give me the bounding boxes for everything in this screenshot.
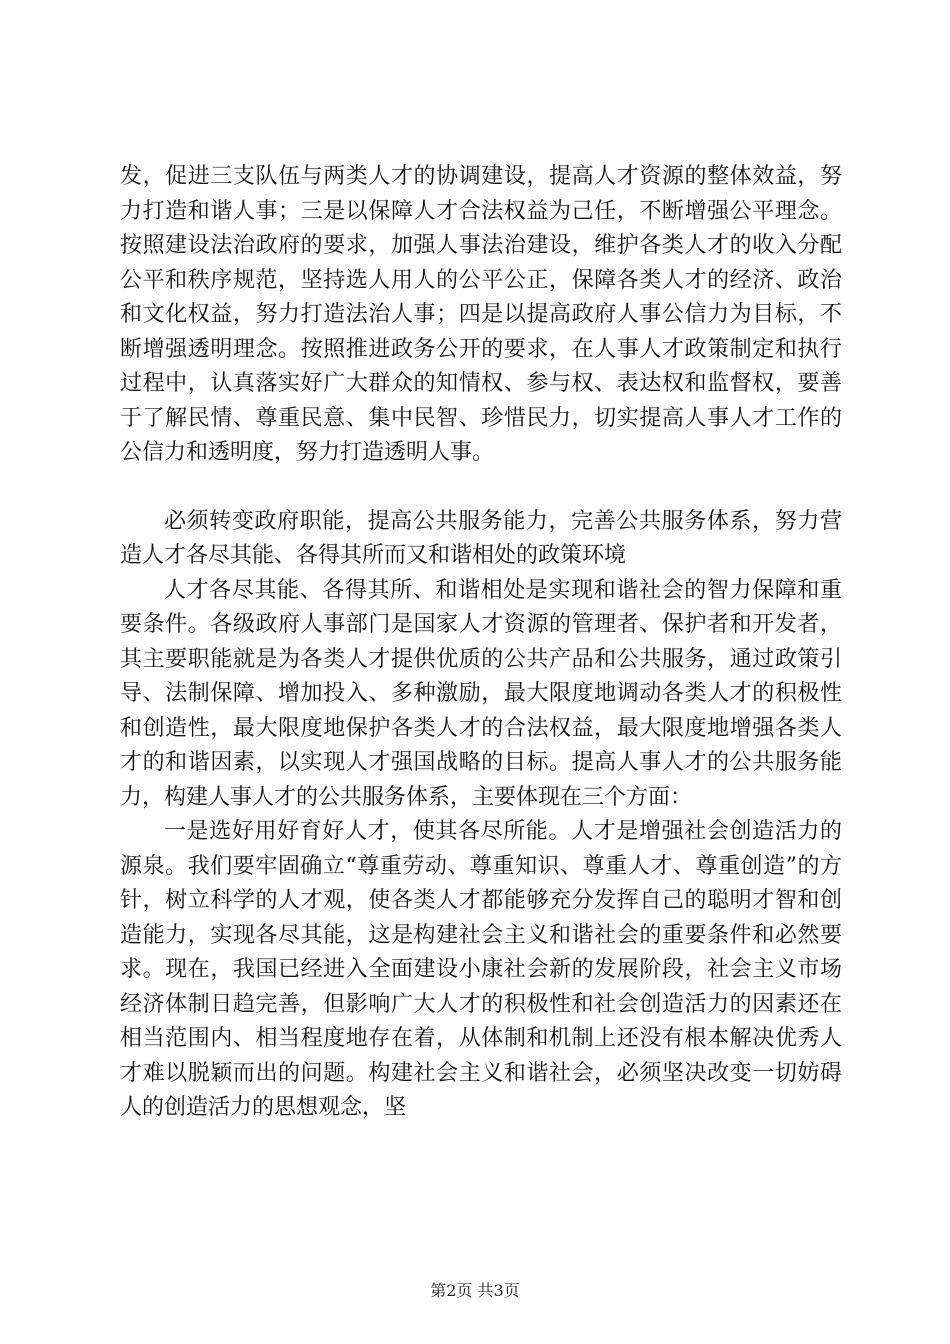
- section-heading: 必须转变政府职能，提高公共服务能力，完善公共服务体系，努力营造人才各尽其能、各得其所而又和谐相处的政策环境: [120, 508, 842, 568]
- paragraph: 一是选好用好育好人才，使其各尽所能。人才是增强社会创造活力的源泉。我们要牢固确立“尊重劳动、尊重知识、尊重人才、尊重创造”的方针，树立科学的人才观，使各类人才都能够充分发挥自己的聪明才智和创造能力，实现各尽其能，这是构建社会主义和谐社会的重要条件和必然要求。现在，我国已经进入全面建设小康社会新的发展阶段，社会主义市场经济体制日趋完善，但影响广大人才的积极性和社会创造活力的因素还在相当范围内、相当程度地存在着，从体制和机制上还没有根本解决优秀人才难以脱颖而出的问题。构建社会主义和谐社会，必须坚决改变一切妨碍人的创造活力的思想观念，坚: [120, 819, 842, 1120]
- paragraph-continuation: 发，促进三支队伍与两类人才的协调建设，提高人才资源的整体效益，努力打造和谐人事；三是以保障人才合法权益为己任，不断增强公平理念。按照建设法治政府的要求，加强人事法治建设，维护各类人才的收入分配公平和秩序规范，坚持选人用人的公平公正，保障各类人才的经济、政治和文化权益，努力打造法治人事；四是以提高政府人事公信力为目标，不断增强透明理念。按照推进政务公开的要求，在人事人才政策制定和执行过程中，认真落实好广大群众的知情权、参与权、表达权和监督权，要善于了解民情、尊重民意、集中民智、珍惜民力，切实提高人事人才工作的公信力和透明度，努力打造透明人事。: [120, 164, 842, 465]
- page-number-footer: 第2页 共3页: [430, 1281, 520, 1300]
- document-body: [120, 160, 842, 1126]
- paragraph: 人才各尽其能、各得其所、和谐相处是实现和谐社会的智力保障和重要条件。各级政府人事部门是国家人才资源的管理者、保护者和开发者，其主要职能就是为各类人才提供优质的公共产品和公共服务，通过政策引导、法制保障、增加投入、多种激励，最大限度地调动各类人才的积极性和创造性，最大限度地保护各类人才的合法权益，最大限度地增强各类人才的和谐因素，以实现人才强国战略的目标。提高人事人才的公共服务能力，构建人事人才的公共服务体系，主要体现在三个方面：: [120, 577, 842, 810]
